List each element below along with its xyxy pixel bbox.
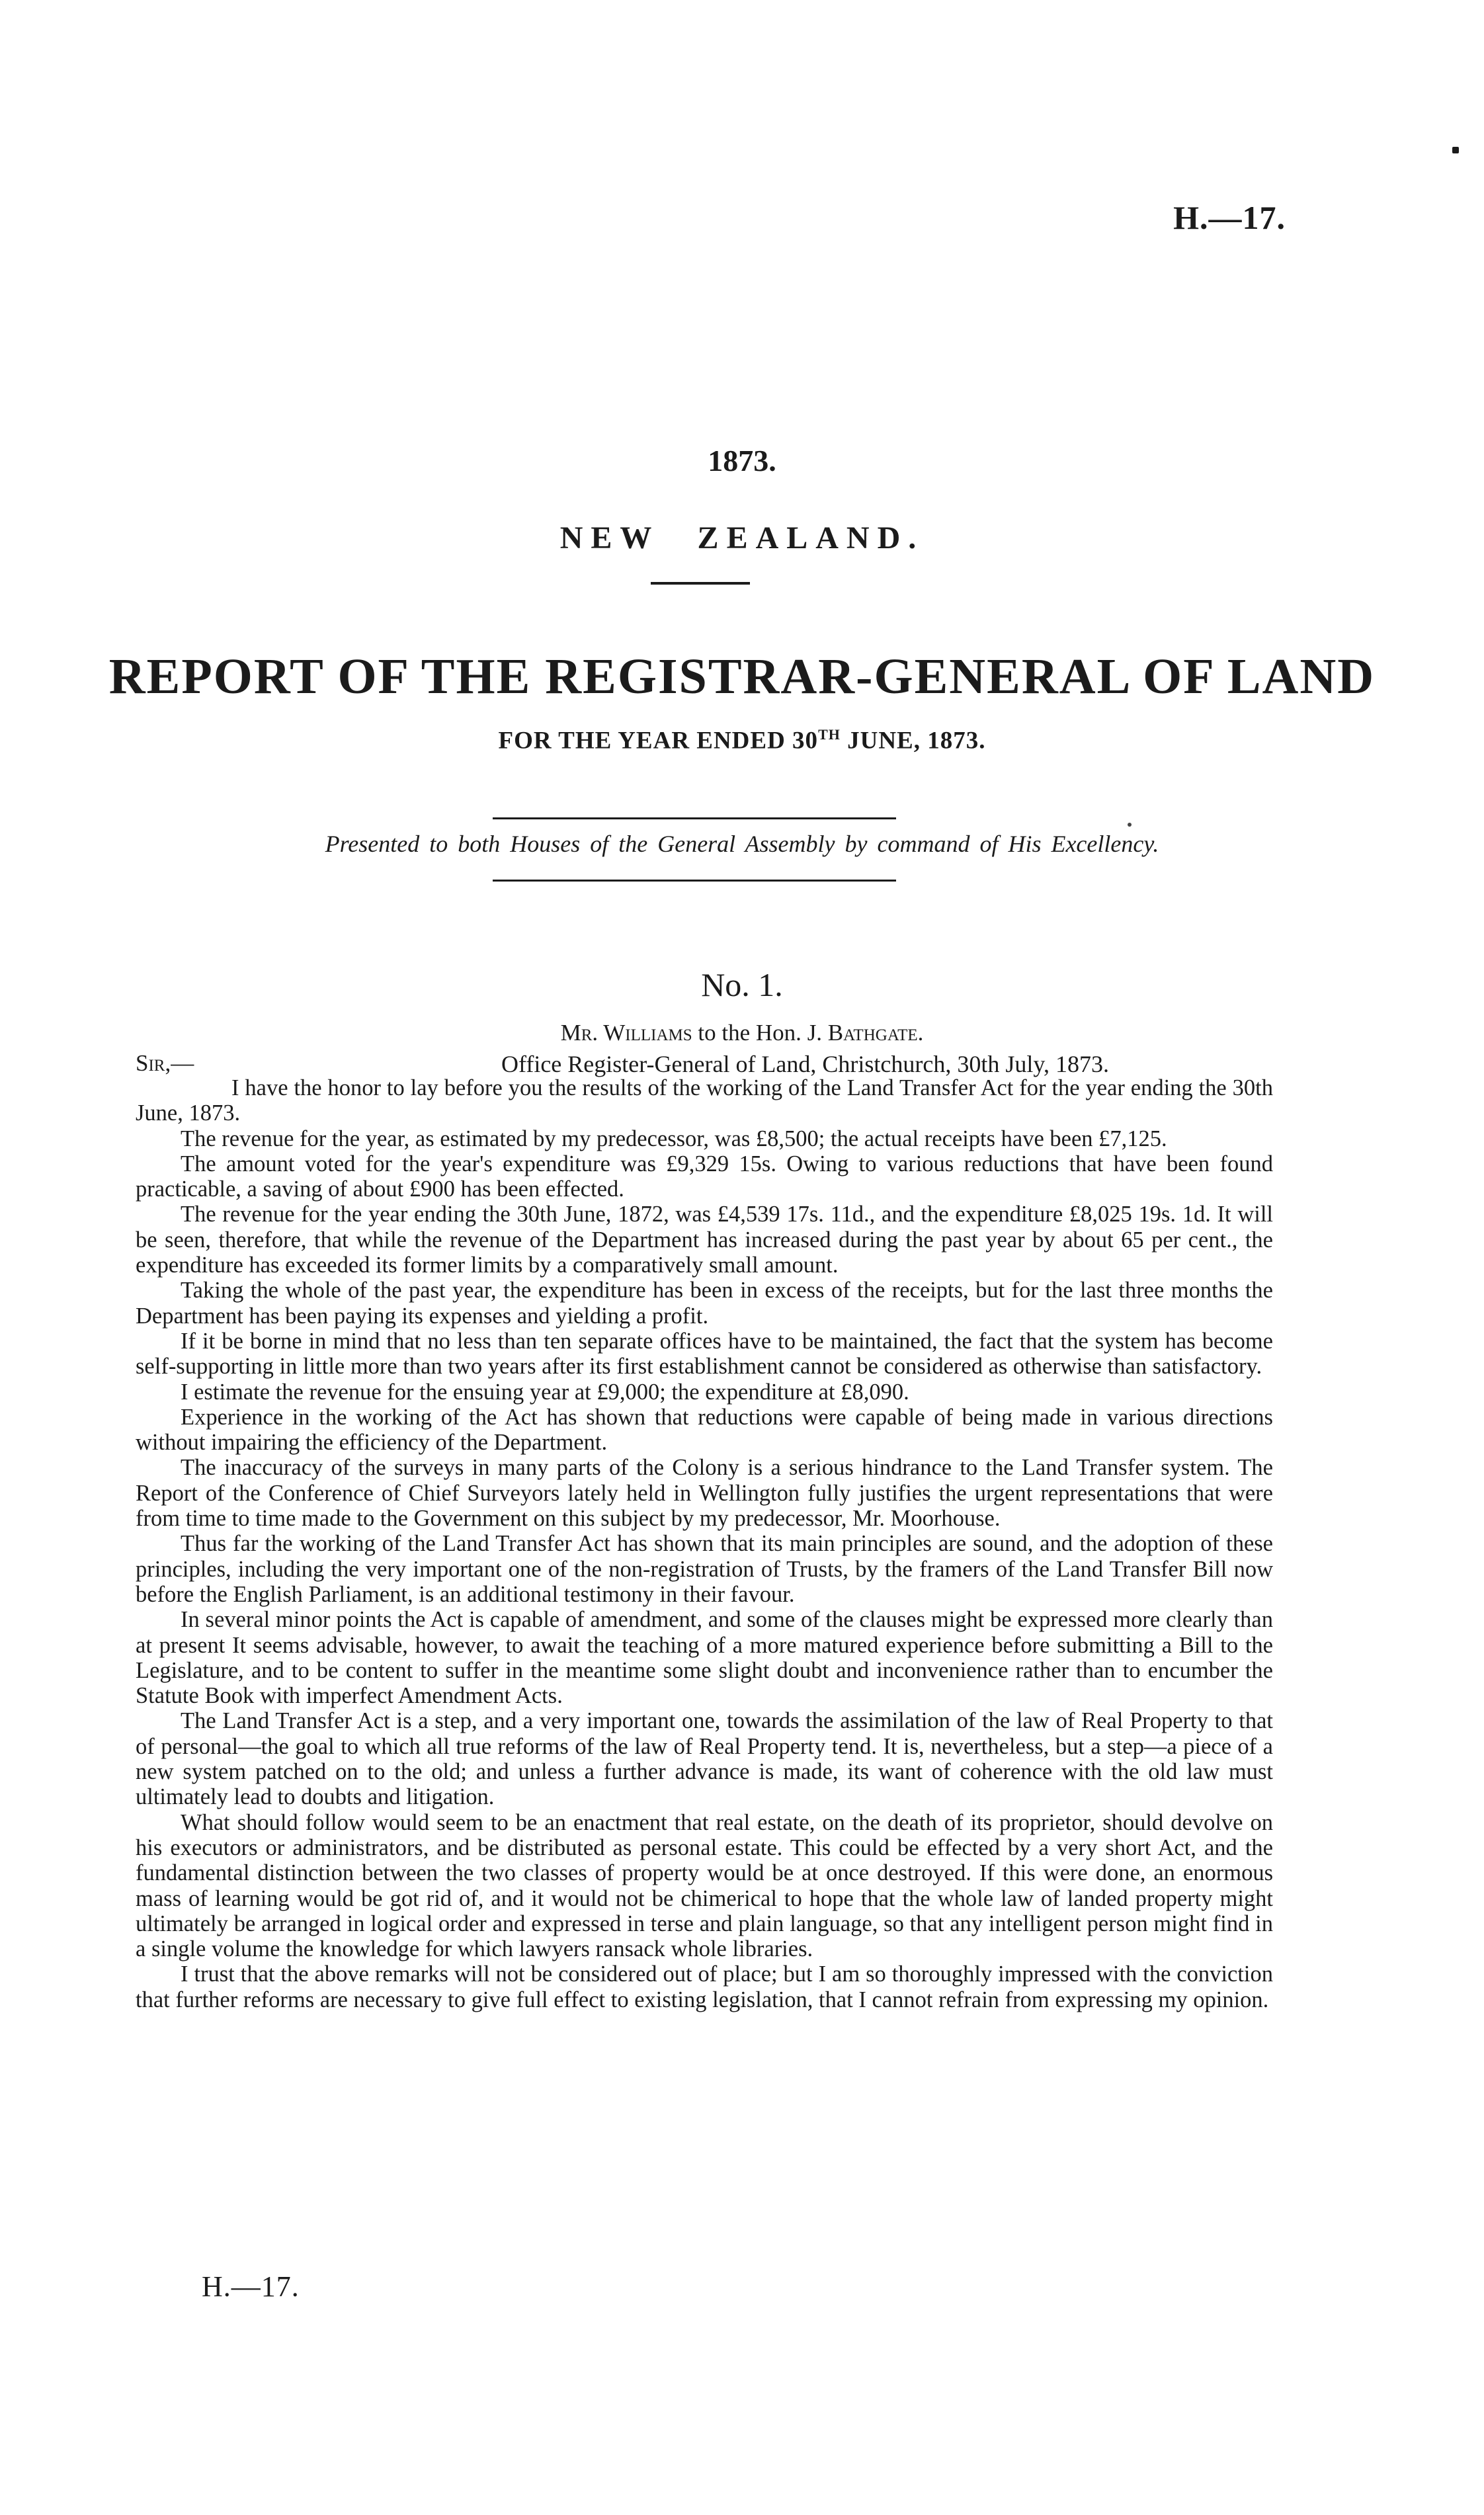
correspondents-line: [0, 1020, 1484, 1046]
salutation: Sir,—: [136, 1050, 194, 1076]
report-year: 1873.: [708, 444, 776, 477]
paper-reference-bottom: H.—17.: [202, 2270, 300, 2303]
paragraph: The revenue for the year ending the 30th June, 1872, was £4,539 17s. 11d., and the expenditure £8,025 19s. 1d. It will be seen, therefore, that while the revenue of the Department has increased during the past year by about 65 per cent., the expenditure has exceeded its former limits by a comparatively small amount.: [136, 1202, 1273, 1278]
paragraph: The Land Transfer Act is a step, and a very important one, towards the assimilation of the law of Real Property to that of personal—the goal to which all true reforms of the law of Real Property tend. It is, nevertheless, but a step—a piece of a new system patched on to the old; and unless a further advance is made, its want of coherence with the old law must ultimately lead to doubts and litigation.: [136, 1708, 1273, 1810]
paper-reference-top: H.—17.: [1173, 199, 1286, 236]
heading-divider: [651, 582, 750, 585]
recipient-name: J. Bathgate.: [807, 1020, 924, 1046]
sender-name: Mr. Williams: [560, 1020, 692, 1046]
paragraph: Thus far the working of the Land Transfer Act has shown that its main principles are sound, and the adoption of these principles, including the very important one of the non-registration of Trusts, by the framers of the Land Transfer Bill now before the English Parliament, is an additional testimony in their favour.: [136, 1531, 1273, 1607]
paragraph: I trust that the above remarks will not be considered out of place; but I am so thoroughly impressed with the conviction that further reforms are necessary to give full effect to existing legislation, that I cannot refrain from expressing my opinion.: [136, 1961, 1273, 2012]
presentation-line: Presented to both Houses of the General Assembly by command of His Excellency.: [325, 831, 1159, 857]
paragraph: I have the honor to lay before you the results of the working of the Land Transfer Act for the year ending the 30th June, 1873.: [136, 1075, 1273, 1126]
paragraph: The revenue for the year, as estimated by my predecessor, was £8,500; the actual receipts have been £7,125.: [181, 1126, 1167, 1151]
paragraph: I estimate the revenue for the ensuing year at £9,000; the expenditure at £8,090.: [181, 1379, 909, 1405]
ink-dot: [1128, 823, 1132, 827]
paragraph: Taking the whole of the past year, the expenditure has been in excess of the receipts, but for the last three months the Department has been paying its expenses and yielding a profit.: [136, 1278, 1273, 1329]
dateline: Office Register-General of Land, Christchurch, 30th July, 1873.: [501, 1051, 1110, 1077]
paragraph: In several minor points the Act is capable of amendment, and some of the clauses might be expressed more clearly than at present It seems advisable, however, to await the teaching of a more matured experience before submitting a Bill to the Legislature, and to be content to suffer in the meantime some slight doubt and inconvenience rather than to encumber the Statute Book with imperfect Amendment Acts.: [136, 1607, 1273, 1709]
to-word: to the Hon.: [698, 1020, 802, 1046]
ink-speck: [1452, 147, 1459, 153]
paragraph: Experience in the working of the Act has shown that reductions were capable of being made in various directions without impairing the efficiency of the Department.: [136, 1404, 1273, 1456]
subtitle-prefix: FOR THE YEAR ENDED 30: [498, 727, 819, 755]
rule-above-presented: [493, 817, 896, 819]
paragraph: What should follow would seem to be an enactment that real estate, on the death of its proprietor, should devolve on his executors or administrators, and be distributed as personal estate. This could be effected by a very short Act, and the fundamental distinction between the two classes of property would be at once destroyed. If this were done, an enormous mass of learning would be got rid of, and it would not be chimerical to hope that the whole law of landed property might ultimately be arranged in logical order and expressed in terse and plain language, so that any intelligent person might find in a single volume the knowledge for which lawyers ransack whole libraries.: [136, 1809, 1273, 1962]
country-heading: NEW ZEALAND.: [559, 520, 925, 556]
subtitle-superscript: TH: [818, 726, 841, 743]
report-subtitle: [0, 726, 1484, 755]
paragraph: The amount voted for the year's expenditure was £9,329 15s. Owing to various reductions that have been found practicable, a saving of about £900 has been effected.: [136, 1151, 1273, 1202]
paragraph: The inaccuracy of the surveys in many parts of the Colony is a serious hindrance to the Land Transfer system. The Report of the Conference of Chief Surveyors lately held in Wellington fully justifies the urgent representations that were from time to time made to the Government on this subject by my predecessor, Mr. Moorhouse.: [136, 1455, 1273, 1532]
paragraph: If it be borne in mind that no less than ten separate offices have to be maintained, the fact that the system has become self-supporting in little more than two years after its first establishment cannot be considered as otherwise than satisfactory.: [136, 1328, 1273, 1380]
letter-body: [136, 1075, 1273, 2012]
document-number: No. 1.: [701, 966, 783, 1003]
report-title: REPORT OF THE REGISTRAR-GENERAL OF LAND: [108, 649, 1376, 704]
rule-below-presented: [493, 880, 896, 882]
subtitle-suffix: JUNE, 1873.: [840, 727, 986, 755]
